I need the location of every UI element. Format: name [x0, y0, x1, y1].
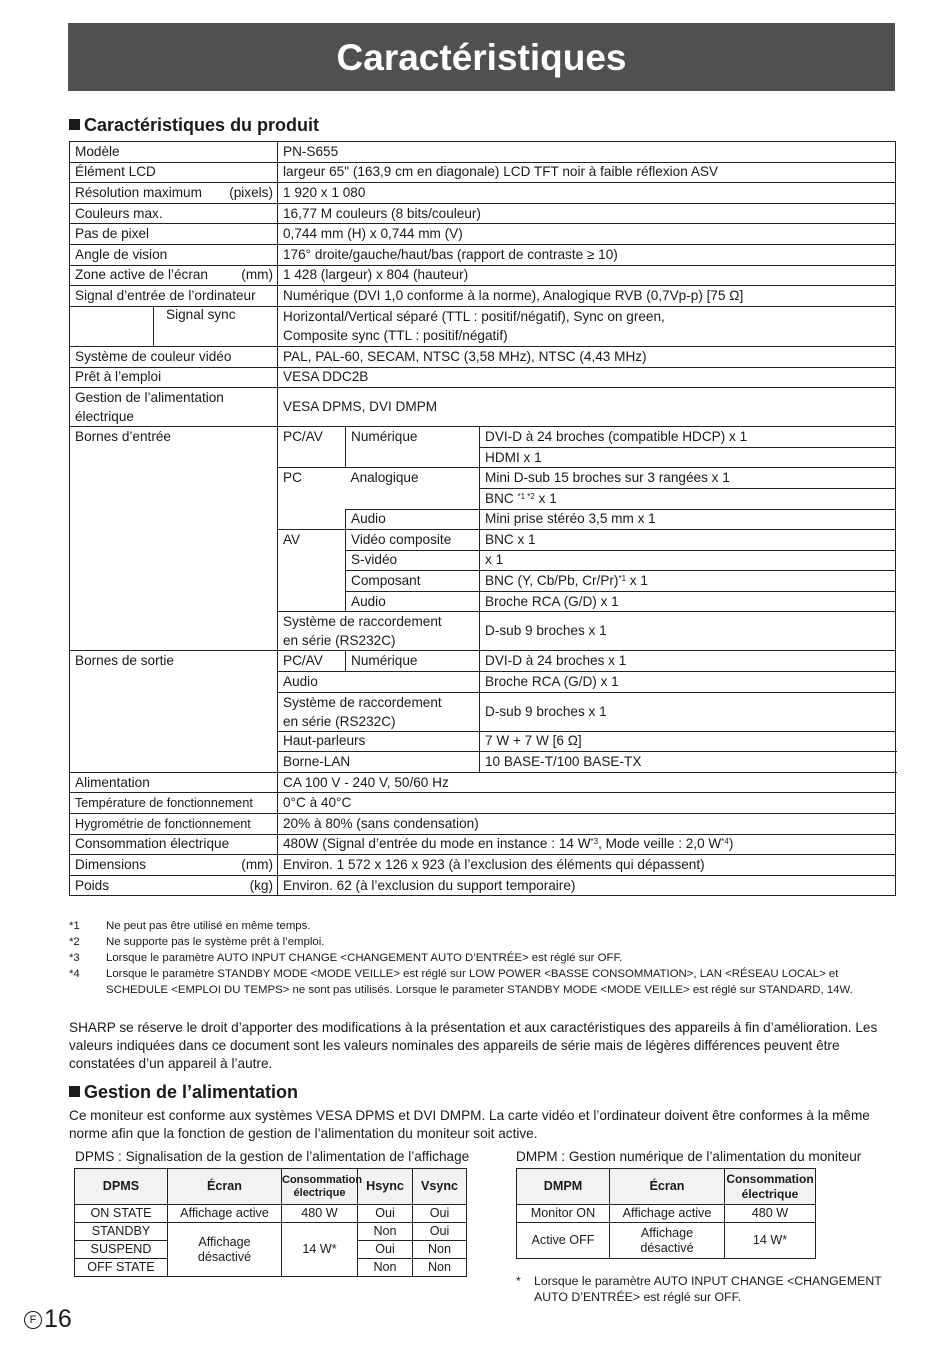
spec-label [70, 875, 278, 896]
table-header-row [517, 1169, 816, 1205]
spec-value: CA 100 V - 240 V, 50/60 Hz [278, 772, 896, 793]
table-row [70, 265, 896, 286]
table-cell: Oui [413, 1205, 467, 1223]
footnote-text: Lorsque le paramètre STANDBY MODE <MODE VEILLE> est réglé sur LOW POWER <BASSE CONSOMMATION>, LAN <RÉSEAU LOCAL> et SCHEDULE <EMPLOI DU TEMPS> ne sont pas utilisés. Lorsque le parameter STANDBY MODE <MODE VEILLE> est réglé sur STANDARD, 14W. [106, 968, 853, 996]
sub-label: Composant [346, 571, 480, 592]
footnotes [69, 918, 899, 998]
spec-label: Alimentation [70, 772, 278, 793]
footnote-ref: *4 [721, 837, 729, 847]
square-bullet-icon [69, 1086, 80, 1097]
column-header: Hsync [358, 1169, 413, 1205]
page-title: Caractéristiques [68, 23, 895, 91]
spec-value: largeur 65" (163,9 cm en diagonale) LCD TFT noir à faible réflexion ASV [278, 162, 896, 183]
table-cell: Non [358, 1223, 413, 1241]
table-row [70, 346, 896, 367]
footnote-mark: *3 [69, 952, 80, 964]
table-row [70, 306, 896, 326]
spec-label [70, 855, 278, 876]
heading-text: Caractéristiques du produit [84, 115, 320, 135]
sub-label: Vidéo composite [346, 530, 480, 551]
footnote [69, 918, 899, 934]
spec-value: VESA DDC2B [278, 367, 896, 388]
spec-value: Mini D-sub 15 broches sur 3 rangées x 1 [480, 468, 896, 489]
table-row [70, 142, 896, 163]
sub-label: Numérique [346, 651, 480, 672]
footnote-mark: * [516, 1274, 521, 1288]
group-label: PC/AV [278, 651, 346, 672]
column-header [282, 1169, 363, 1205]
spec-label: Bornes d’entrée [70, 427, 278, 651]
spec-value [480, 571, 896, 592]
table-row [70, 793, 896, 814]
header-line: électrique [293, 1186, 346, 1199]
header-line: Consommation [726, 1171, 814, 1186]
unit: (mm) [241, 857, 273, 873]
table-cell: Oui [413, 1223, 467, 1241]
footnote-mark: *2 [69, 936, 80, 948]
spec-value: 10 BASE-T/100 BASE-TX [480, 752, 896, 773]
group-label: PC [278, 468, 346, 530]
table-cell [610, 1223, 725, 1259]
table-cell: 480 W [725, 1205, 816, 1223]
column-header: DMPM [517, 1169, 610, 1205]
header-line: Consommation [282, 1173, 363, 1186]
footnote-text: Ne peut pas être utilisé en même temps. [106, 920, 311, 932]
spec-label: Couleurs max. [70, 203, 278, 224]
column-header: DPMS [75, 1169, 168, 1205]
table-cell: Non [358, 1259, 413, 1277]
spec-label: Signal sync [154, 306, 278, 346]
label-line: électrique [75, 409, 134, 425]
value-text: BNC (Y, Cb/Pb, Cr/Pr) [485, 573, 619, 589]
spec-label: Prêt à l’emploi [70, 367, 278, 388]
table-row [517, 1223, 816, 1259]
sub-label: S-vidéo [346, 550, 480, 571]
footnote-mark: *1 [69, 920, 80, 932]
circled-letter-icon: F [24, 1311, 42, 1329]
table-cell: 480 W [282, 1205, 358, 1223]
unit: (pixels) [229, 184, 273, 200]
value-text: x 1 [629, 573, 648, 589]
page-number-text: 16 [44, 1305, 72, 1333]
label-text: Résolution maximum [75, 184, 202, 200]
table-row [70, 203, 896, 224]
table-row [70, 388, 896, 427]
spec-value: Environ. 62 (à l’exclusion du support temporaire) [278, 875, 896, 896]
cell-line: Affichage [640, 1225, 694, 1240]
sub-label: Audio [278, 672, 480, 693]
spec-value: Broche RCA (G/D) x 1 [480, 591, 896, 612]
spec-label: Signal d’entrée de l’ordinateur [70, 286, 278, 307]
table-cell: Active OFF [517, 1223, 610, 1259]
table-header-row [75, 1169, 467, 1205]
column-header: Écran [610, 1169, 725, 1205]
sub-label: Audio [346, 591, 480, 612]
table-cell: STANDBY [75, 1223, 168, 1241]
label-text: Poids [75, 877, 110, 893]
table-row [70, 814, 896, 835]
table-cell: Non [413, 1241, 467, 1259]
spec-value: 0,744 mm (H) x 0,744 mm (V) [278, 224, 896, 245]
value-text: ) [728, 836, 734, 852]
cell-line: Affichage [198, 1234, 251, 1249]
spec-label: Borne-LAN [278, 752, 480, 773]
spec-value: 20% à 80% (sans condensation) [278, 814, 896, 835]
spec-label: Bornes de sortie [70, 651, 278, 772]
power-intro-text: Ce moniteur est conforme aux systèmes VESA DPMS et DVI DMPM. La carte vidéo et l’ordinateur doivent être conformes à la même norme afin que la fonction de gestion de l’alimentation du moniteur soit active. [69, 1108, 870, 1141]
spec-value: BNC x 1 [480, 530, 896, 551]
spec-label: Élément LCD [70, 162, 278, 183]
table-row [70, 286, 896, 307]
spec-value: Numérique (DVI 1,0 conforme à la norme), Analogique RVB (0,7Vp-p) [75 Ω] [278, 286, 896, 307]
page-number [24, 1305, 72, 1334]
unit: (mm) [241, 267, 273, 283]
table-row [75, 1205, 467, 1223]
spec-value: PAL, PAL-60, SECAM, NTSC (3,58 MHz), NTSC (4,43 MHz) [278, 346, 896, 367]
table-cell: ON STATE [75, 1205, 168, 1223]
dpms-caption: DPMS : Signalisation de la gestion de l’alimentation de l’affichage [75, 1149, 470, 1164]
spec-value: Mini prise stéréo 3,5 mm x 1 [480, 509, 896, 530]
group-label: PC/AV [278, 427, 346, 468]
footnote [69, 934, 899, 950]
sub-label: Haut-parleurs [278, 731, 480, 752]
sub-label [278, 612, 480, 651]
spec-value: DVI-D à 24 broches x 1 [480, 651, 896, 672]
spec-value: Horizontal/Vertical séparé (TTL : positif/négatif), Sync on green, [278, 306, 896, 326]
power-section-heading [69, 1082, 298, 1103]
footnote [69, 966, 899, 998]
table-row [70, 162, 896, 183]
footnote-ref: *1 [618, 574, 627, 584]
table-cell: 14 W* [282, 1223, 358, 1277]
group-label: AV [278, 530, 346, 612]
table-cell [168, 1223, 282, 1277]
table-row [70, 183, 896, 204]
table-row [70, 834, 896, 855]
dpms-table [74, 1168, 467, 1277]
table-cell: SUSPEND [75, 1241, 168, 1259]
dmpm-table [516, 1168, 816, 1259]
spec-label: Angle de vision [70, 244, 278, 265]
spec-value [480, 488, 896, 509]
table-row [70, 875, 896, 896]
dmpm-caption: DMPM : Gestion numérique de l’alimentation du moniteur [516, 1149, 862, 1164]
table-cell: Monitor ON [517, 1205, 610, 1223]
spec-table [69, 141, 896, 896]
spec-value: Broche RCA (G/D) x 1 [480, 672, 896, 693]
table-cell: Non [413, 1259, 467, 1277]
footnote-text: Lorsque le paramètre AUTO INPUT CHANGE <CHANGEMENT AUTO D’ENTRÉE> est réglé sur OFF. [106, 952, 623, 964]
label-text: Zone active de l’écran [75, 267, 208, 283]
footnote-text: Ne supporte pas le système prêt à l’emploi. [106, 936, 325, 948]
label-line: Système de raccordement [283, 694, 442, 710]
value-text: BNC [485, 490, 514, 506]
spec-label: Température de fonctionnement [70, 793, 278, 814]
spec-value: Composite sync (TTL : positif/négatif) [278, 326, 896, 346]
table-row [75, 1223, 467, 1241]
spec-label: Modèle [70, 142, 278, 163]
label-line: Système de raccordement [283, 614, 442, 630]
label-line: Gestion de l’alimentation [75, 390, 224, 406]
label-line: en série (RS232C) [283, 713, 396, 729]
table-cell: Affichage active [168, 1205, 282, 1223]
spec-value: HDMI x 1 [480, 447, 896, 468]
table-row [70, 855, 896, 876]
spec-label: Hygrométrie de fonctionnement [70, 814, 278, 835]
table-cell: 14 W* [725, 1223, 816, 1259]
spec-label [70, 183, 278, 204]
footnote-mark: *4 [69, 968, 80, 980]
spec-value: Environ. 1 572 x 126 x 923 (à l’exclusion des éléments qui dépassent) [278, 855, 896, 876]
table-cell: Affichage active [610, 1205, 725, 1223]
table-cell: Oui [358, 1241, 413, 1259]
spec-label: Consommation électrique [70, 834, 278, 855]
heading-text: Gestion de l’alimentation [84, 1082, 299, 1102]
spec-value [278, 834, 896, 855]
spec-value: 176° droite/gauche/haut/bas (rapport de contraste ≥ 10) [278, 244, 896, 265]
table-cell: Oui [358, 1205, 413, 1223]
footnote-ref: *3 [590, 837, 599, 847]
value-text: , Mode veille : 2,0 W [598, 836, 722, 852]
spec-label: Système de couleur vidéo [70, 346, 278, 367]
value-text: x 1 [538, 490, 557, 506]
column-header: Vsync [413, 1169, 467, 1205]
disclaimer-text: SHARP se réserve le droit d’apporter des modifications à la présentation et aux caractéristiques des appareils à fin d’amélioration. Les valeurs indiquées dans ce document sont les valeurs nominales des appareils de série mais de légères différences peuvent être constatées d’un appareil à l’autre. [69, 1020, 878, 1071]
table-cell: OFF STATE [75, 1259, 168, 1277]
label-text: Dimensions [75, 857, 147, 873]
spec-value: VESA DPMS, DVI DMPM [278, 388, 896, 427]
spec-value: PN-S655 [278, 142, 896, 163]
spec-value: 1 920 x 1 080 [278, 183, 896, 204]
table-row [70, 367, 896, 388]
table-row [70, 651, 896, 672]
product-section-heading [69, 115, 319, 136]
square-bullet-icon [69, 119, 80, 130]
footnote [69, 950, 899, 966]
spec-value: 7 W + 7 W [6 Ω] [480, 731, 896, 752]
spec-label-spacer [70, 306, 154, 346]
header-line: électrique [741, 1186, 799, 1201]
sub-label: Analogique [346, 468, 480, 509]
sub-label: Numérique [346, 427, 480, 468]
sub-label [278, 692, 480, 731]
table-row [517, 1205, 816, 1223]
table-row [70, 772, 896, 793]
cell-line: désactivé [197, 1249, 252, 1264]
spec-value: D-sub 9 broches x 1 [480, 612, 896, 651]
label-line: en série (RS232C) [283, 633, 396, 649]
spec-value: DVI-D à 24 broches (compatible HDCP) x 1 [480, 427, 896, 448]
sub-label: Audio [346, 509, 480, 530]
spec-value: 16,77 M couleurs (8 bits/couleur) [278, 203, 896, 224]
cell-line: désactivé [640, 1240, 694, 1255]
spec-label [70, 388, 278, 427]
table-row [70, 427, 896, 448]
spec-label [70, 265, 278, 286]
table-row [70, 244, 896, 265]
column-header: Écran [168, 1169, 282, 1205]
footnote-ref: *1 *2 [517, 491, 535, 501]
table-row [70, 224, 896, 245]
unit: (kg) [249, 877, 273, 893]
spec-value: D-sub 9 broches x 1 [480, 692, 896, 731]
spec-label: Pas de pixel [70, 224, 278, 245]
value-text: 480W (Signal d’entrée du mode en instance : 14 W [283, 836, 591, 852]
spec-value: x 1 [480, 550, 896, 571]
spec-value: 1 428 (largeur) x 804 (hauteur) [278, 265, 896, 286]
footnote-text: Lorsque le paramètre AUTO INPUT CHANGE <CHANGEMENT AUTO D’ENTRÉE> est réglé sur OFF. [534, 1274, 882, 1304]
column-header [725, 1169, 816, 1205]
spec-value: 0°C à 40°C [278, 793, 896, 814]
dmpm-footnote [516, 1273, 896, 1305]
